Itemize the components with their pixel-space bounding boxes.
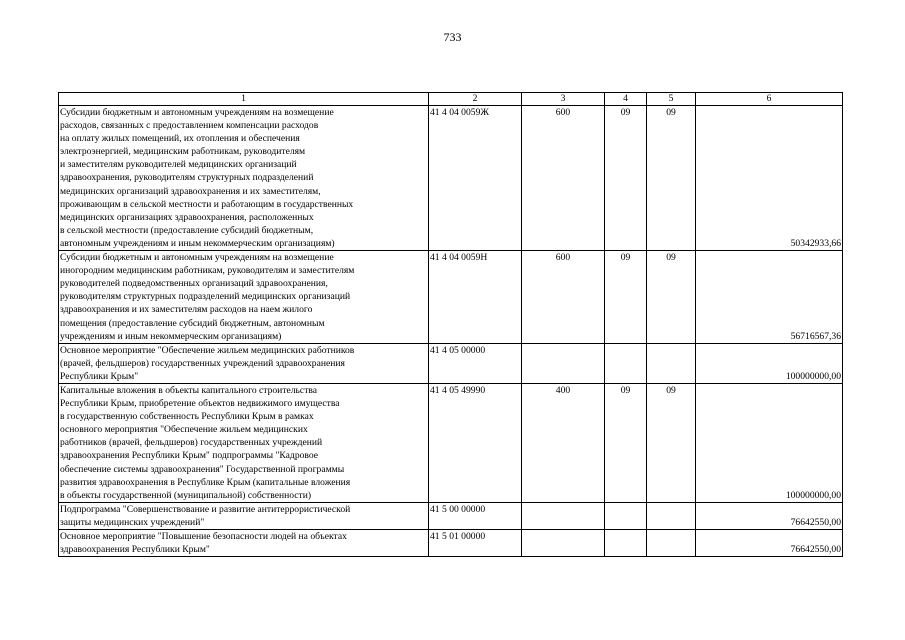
column-header: 3 xyxy=(522,93,605,106)
budget-table xyxy=(58,92,843,557)
table-header-row xyxy=(59,93,843,106)
table-row xyxy=(59,502,843,529)
row-description: Подпрограмма "Совершенствование и развитие антитеррористической защиты медицинских учреждений" xyxy=(59,502,429,529)
row-description: Капитальные вложения в объекты капитального строительства Республики Крым, приобретение объектов недвижимого имущества в государственную собственность Республики Крым в рамках основного мероприятия "Обеспечение жильем медицинских работников (врачей, фельдшеров) государственных учреждений здравоохранения Республики Крым" подпрограммы "Кадровое обеспечение системы здравоохранения" Государственной программы развития здравоохранения в Республике Крым (капитальные вложения в объекты государственной (муниципальной) собственности) xyxy=(59,383,429,502)
row-amount: 56716567,36 xyxy=(696,251,843,344)
row-description: Основное мероприятие "Обеспечение жильем медицинских работников (врачей, фельдшеров) государственных учреждений здравоохранения Республики Крым" xyxy=(59,343,429,383)
row-amount: 76642550,00 xyxy=(696,502,843,529)
row-code: 41 4 05 49990 xyxy=(429,383,522,502)
row-expense-type xyxy=(522,502,605,529)
row-section xyxy=(605,502,647,529)
row-code: 41 5 01 00000 xyxy=(429,530,522,557)
row-expense-type xyxy=(522,530,605,557)
table-row xyxy=(59,251,843,344)
row-description: Субсидии бюджетным и автономным учреждениям на возмещение расходов, связанных с предоставлением компенсации расходов на оплату жилых помещений, их отопления и обеспечения электроэнергией, медицинским работникам, руководителям и заместителям руководителей медицинских организаций здравоохранения, руководителям структурных подразделений медицинских организаций здравоохранения и их заместителям, проживающим в сельской местности и работающим в государственных медицинских организациях здравоохранения, расположенных в сельской местности (предоставление субсидий бюджетным, автономным учреждениям и иным некоммерческим организациям) xyxy=(59,106,429,251)
row-amount: 76642550,00 xyxy=(696,530,843,557)
row-code: 41 4 05 00000 xyxy=(429,343,522,383)
row-expense-type xyxy=(522,343,605,383)
row-section xyxy=(605,530,647,557)
row-code: 41 5 00 00000 xyxy=(429,502,522,529)
row-description: Субсидии бюджетным и автономным учреждениям на возмещение иногородним медицинским работникам, руководителям и заместителям руководителей подведомственных организаций здравоохранения, руководителям структурных подразделений медицинских организаций здравоохранения и их заместителям расходов на наем жилого помещения (предоставление субсидий бюджетным, автономным учреждениям и иным некоммерческим организациям) xyxy=(59,251,429,344)
row-amount: 100000000,00 xyxy=(696,343,843,383)
row-expense-type: 600 xyxy=(522,251,605,344)
page-number: 733 xyxy=(443,30,462,44)
column-header: 2 xyxy=(429,93,522,106)
row-code: 41 4 04 0059Н xyxy=(429,251,522,344)
row-subsection xyxy=(647,530,696,557)
row-code: 41 4 04 0059Ж xyxy=(429,106,522,251)
row-section xyxy=(605,343,647,383)
row-expense-type: 400 xyxy=(522,383,605,502)
table-row xyxy=(59,383,843,502)
column-header: 6 xyxy=(696,93,843,106)
row-section: 09 xyxy=(605,106,647,251)
column-header: 1 xyxy=(59,93,429,106)
row-subsection xyxy=(647,343,696,383)
row-expense-type: 600 xyxy=(522,106,605,251)
row-subsection: 09 xyxy=(647,106,696,251)
row-subsection: 09 xyxy=(647,251,696,344)
column-header: 4 xyxy=(605,93,647,106)
table-row xyxy=(59,106,843,251)
row-section: 09 xyxy=(605,383,647,502)
row-subsection xyxy=(647,502,696,529)
table-row xyxy=(59,343,843,383)
row-subsection: 09 xyxy=(647,383,696,502)
row-amount: 50342933,66 xyxy=(696,106,843,251)
row-description: Основное мероприятие "Повышение безопасности людей на объектах здравоохранения Республики Крым" xyxy=(59,530,429,557)
row-amount: 100000000,00 xyxy=(696,383,843,502)
row-section: 09 xyxy=(605,251,647,344)
column-header: 5 xyxy=(647,93,696,106)
table-row xyxy=(59,530,843,557)
